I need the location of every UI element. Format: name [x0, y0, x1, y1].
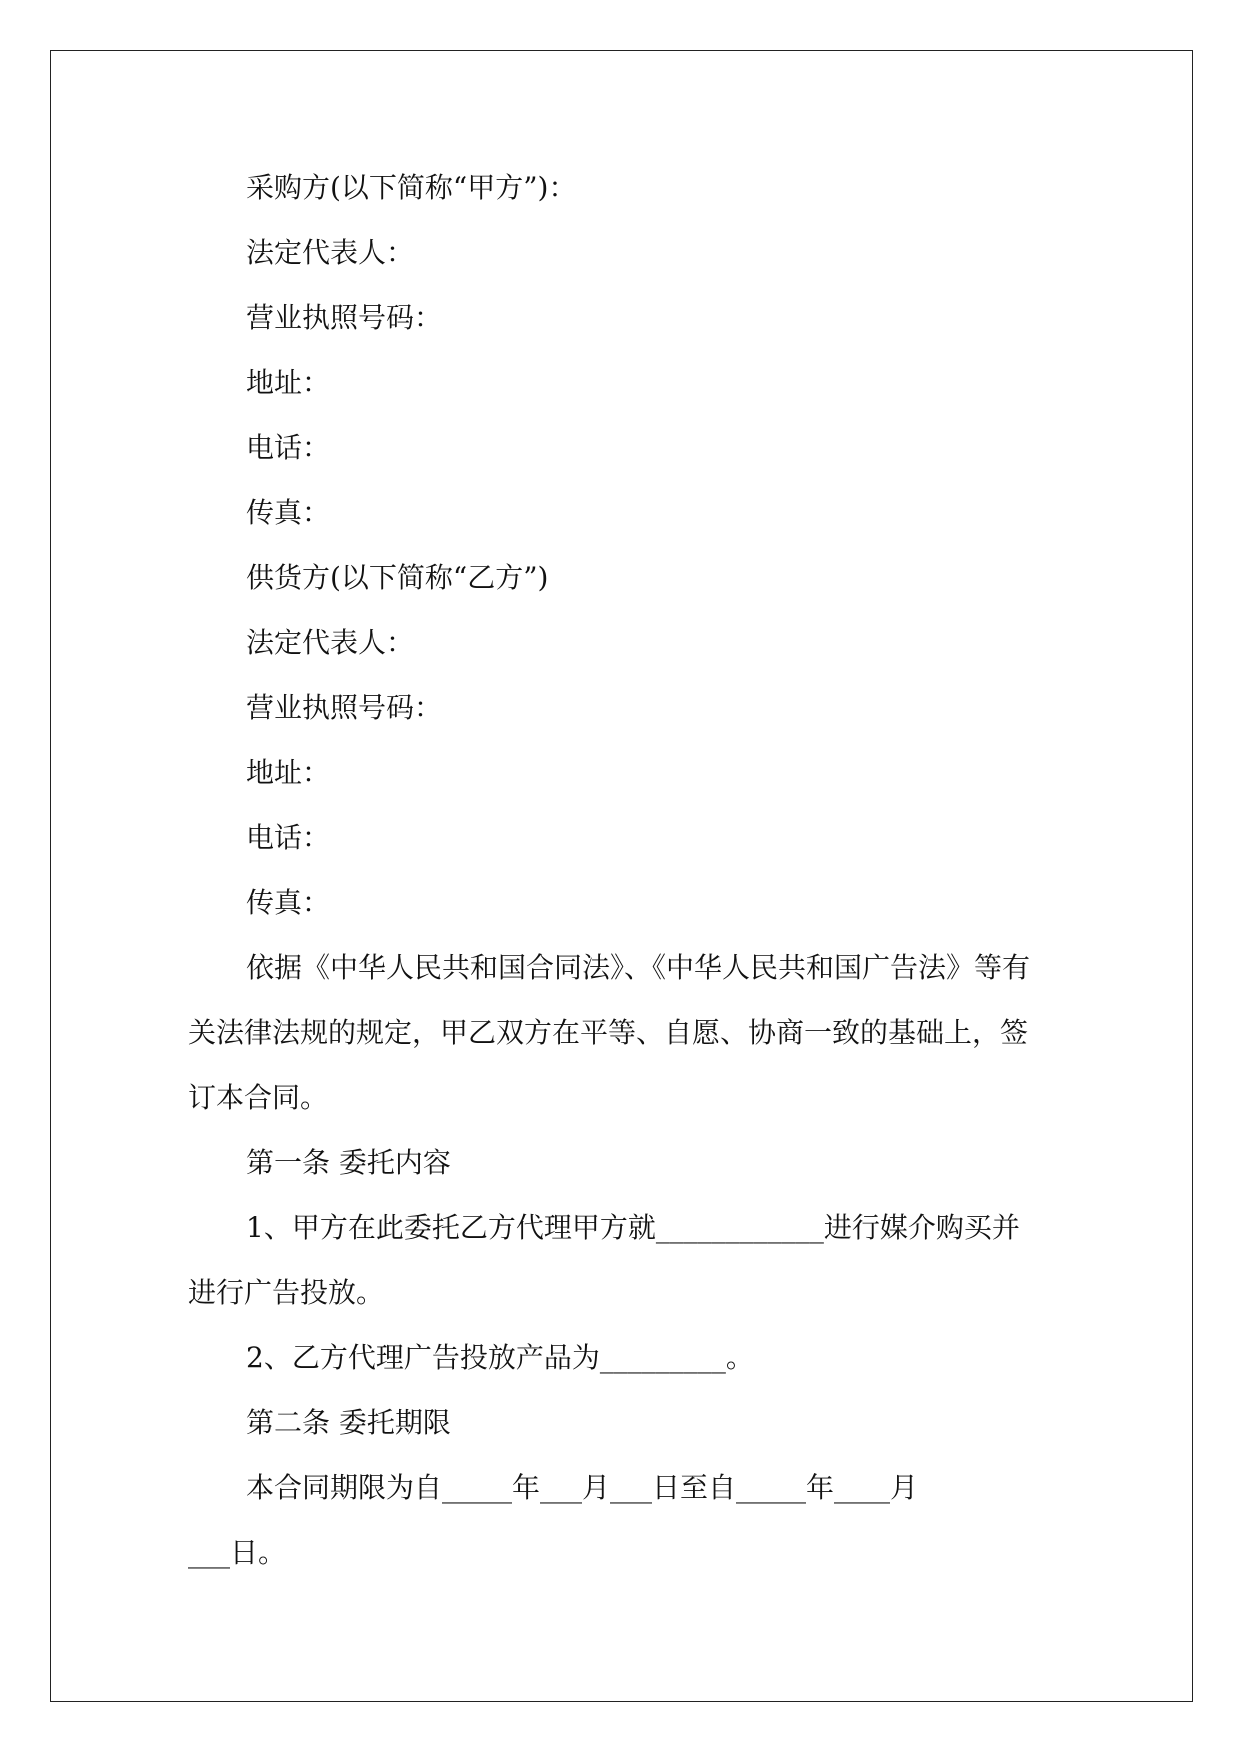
document-body — [188, 155, 1058, 1585]
article-2-heading: 第二条 委托期限 — [246, 1406, 451, 1439]
supplier-phone: 电话： — [246, 821, 331, 854]
supplier-fax: 传真： — [246, 886, 331, 919]
purchaser-address: 地址： — [246, 366, 331, 399]
article-1-clause-1-line-1: 1、甲方在此委托乙方代理甲方就____________进行媒介购买并 — [246, 1211, 1020, 1244]
article-2-term-line-2: ___日。 — [188, 1536, 287, 1569]
purchaser-phone: 电话： — [246, 431, 331, 464]
article-2-term-line-1: 本合同期限为自_____年___月___日至自_____年____月 — [246, 1471, 919, 1504]
preamble-line-3: 订本合同。 — [188, 1081, 329, 1114]
purchaser-legal-representative: 法定代表人： — [246, 236, 415, 269]
purchaser-heading: 采购方(以下简称“甲方”)： — [246, 171, 577, 204]
supplier-address: 地址： — [246, 756, 331, 789]
supplier-heading: 供货方(以下简称“乙方”) — [246, 561, 549, 594]
purchaser-license-number: 营业执照号码： — [246, 301, 443, 334]
preamble-line-1: 依据《中华人民共和国合同法》、《中华人民共和国广告法》等有 — [246, 951, 1031, 984]
article-1-heading: 第一条 委托内容 — [246, 1146, 451, 1179]
purchaser-fax: 传真： — [246, 496, 331, 529]
article-1-clause-1-line-2: 进行广告投放。 — [188, 1276, 385, 1309]
supplier-legal-representative: 法定代表人： — [246, 626, 415, 659]
article-1-clause-2: 2、乙方代理广告投放产品为_________。 — [246, 1341, 754, 1374]
preamble-line-2: 关法律法规的规定，甲乙双方在平等、自愿、协商一致的基础上，签 — [188, 1016, 1029, 1049]
supplier-license-number: 营业执照号码： — [246, 691, 443, 724]
